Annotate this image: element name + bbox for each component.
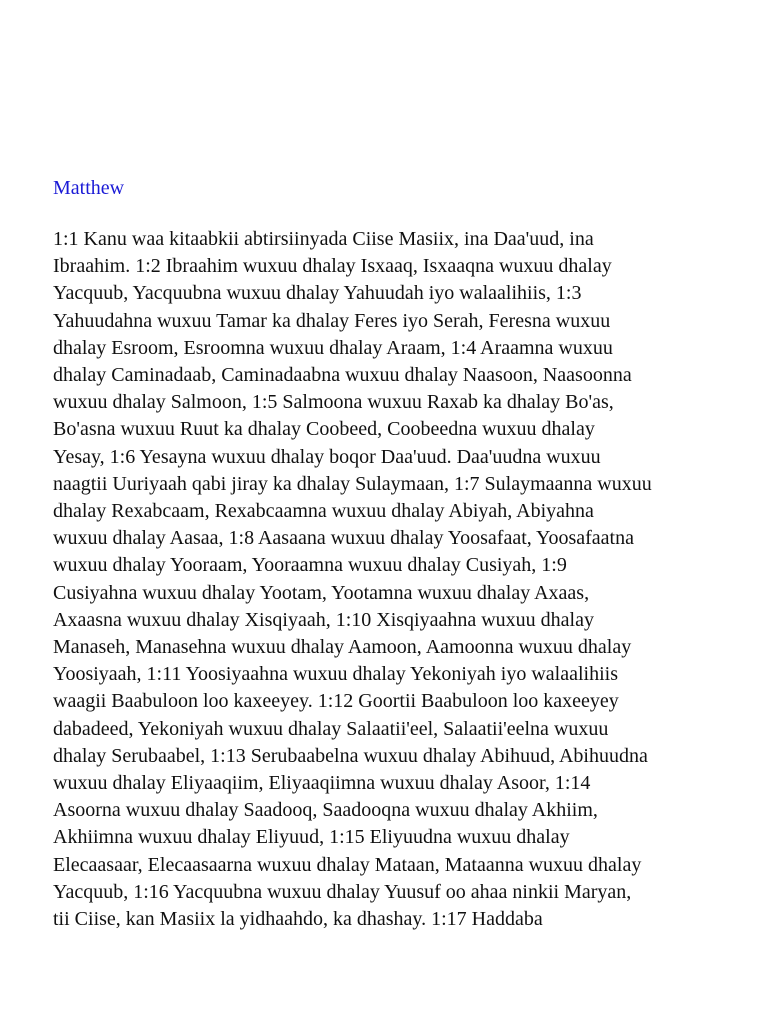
text-line: tii Ciise, kan Masiix la yidhaahdo, ka dhashay. 1:17 Haddaba	[53, 908, 543, 931]
text-line: Manaseh, Manasehna wuxuu dhalay Aamoon, Aamoonna wuxuu dhalay	[53, 636, 632, 659]
text-line: dhalay Caminadaab, Caminadaabna wuxuu dhalay Naasoon, Naasoonna	[53, 364, 632, 387]
text-line: wuxuu dhalay Yooraam, Yooraamna wuxuu dhalay Cusiyah, 1:9	[53, 554, 567, 577]
text-line: Bo'asna wuxuu Ruut ka dhalay Coobeed, Coobeedna wuxuu dhalay	[53, 418, 595, 441]
text-line: Yoosiyaah, 1:11 Yoosiyaahna wuxuu dhalay Yekoniyah iyo walaalihiis	[53, 663, 618, 686]
text-line: Asoorna wuxuu dhalay Saadooq, Saadooqna wuxuu dhalay Akhiim,	[53, 799, 598, 822]
text-line: Yesay, 1:6 Yesayna wuxuu dhalay boqor Daa'uud. Daa'uudna wuxuu	[53, 445, 601, 468]
text-line: wuxuu dhalay Aasaa, 1:8 Aasaana wuxuu dhalay Yoosafaat, Yoosafaatna	[53, 527, 634, 550]
text-line: wuxuu dhalay Eliyaaqiim, Eliyaaqiimna wuxuu dhalay Asoor, 1:14	[53, 772, 591, 795]
text-line: Akhiimna wuxuu dhalay Eliyuud, 1:15 Eliyuudna wuxuu dhalay	[53, 826, 570, 849]
text-line: 1:1 Kanu waa kitaabkii abtirsiinyada Ciise Masiix, ina Daa'uud, ina	[53, 228, 594, 250]
text-line: Elecaasaar, Elecaasaarna wuxuu dhalay Mataan, Mataanna wuxuu dhalay	[53, 853, 642, 876]
text-line: waagii Baabuloon loo kaxeeyey. 1:12 Goortii Baabuloon loo kaxeeyey	[53, 690, 619, 713]
text-line: Cusiyahna wuxuu dhalay Yootam, Yootamna wuxuu dhalay Axaas,	[53, 581, 590, 604]
book-heading: Matthew	[53, 177, 125, 199]
text-line: naagtii Uuriyaah qabi jiray ka dhalay Sulaymaan, 1:7 Sulaymaanna wuxuu	[53, 472, 652, 495]
text-line: Yahuudahna wuxuu Tamar ka dhalay Feres iyo Serah, Feresna wuxuu	[53, 309, 611, 332]
text-line: dabadeed, Yekoniyah wuxuu dhalay Salaatii'eel, Salaatii'eelna wuxuu	[53, 717, 609, 740]
text-line: wuxuu dhalay Salmoon, 1:5 Salmoona wuxuu Raxab ka dhalay Bo'as,	[53, 391, 614, 414]
text-line: Ibraahim. 1:2 Ibraahim wuxuu dhalay Isxaaq, Isxaaqna wuxuu dhalay	[53, 255, 612, 278]
text-line: Axaasna wuxuu dhalay Xisqiyaah, 1:10 Xisqiyaahna wuxuu dhalay	[53, 608, 594, 631]
text-line: dhalay Esroom, Esroomna wuxuu dhalay Araam, 1:4 Araamna wuxuu	[53, 336, 613, 359]
text-line: dhalay Rexabcaam, Rexabcaamna wuxuu dhalay Abiyah, Abiyahna	[53, 500, 594, 523]
scripture-text	[53, 226, 733, 933]
text-line: Yacquub, Yacquubna wuxuu dhalay Yahuudah iyo walaalihiis, 1:3	[53, 282, 582, 305]
text-line: Yacquub, 1:16 Yacquubna wuxuu dhalay Yuusuf oo ahaa ninkii Maryan,	[53, 880, 632, 903]
text-line: dhalay Serubaabel, 1:13 Serubaabelna wuxuu dhalay Abihuud, Abihuudna	[53, 744, 648, 767]
